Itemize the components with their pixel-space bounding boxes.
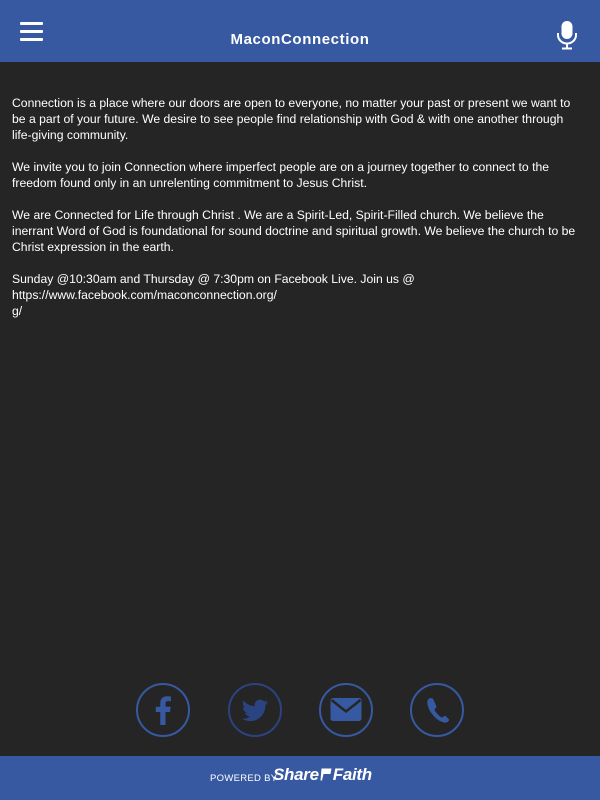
app-title: MaconConnection	[230, 31, 370, 48]
powered-by-label: POWERED BY	[210, 773, 278, 784]
about-paragraph: Connection is a place where our doors are open to everyone, no matter your past or present we want to be a part of your future. We desire to see people find relationship with God & with one another through life-giving community.	[12, 96, 571, 142]
twitter-icon	[230, 685, 280, 735]
email-button[interactable]	[319, 683, 373, 737]
facebook-link-tail: g/	[12, 304, 23, 318]
facebook-button[interactable]	[136, 683, 190, 737]
social-links	[0, 683, 600, 739]
schedule-paragraph	[12, 271, 584, 319]
logo-text-share: Share	[273, 765, 319, 784]
footer-bar	[0, 756, 600, 800]
email-icon	[321, 685, 371, 735]
facebook-link[interactable]: https://www.facebook.com/maconconnection.org/	[12, 288, 277, 302]
top-app-bar	[0, 0, 600, 62]
flag-icon	[320, 768, 332, 781]
phone-button[interactable]	[410, 683, 464, 737]
sharefaith-logo[interactable]	[273, 765, 372, 785]
hamburger-menu-icon	[20, 22, 43, 25]
microphone-icon	[553, 20, 581, 50]
logo-text-faith: Faith	[332, 765, 372, 784]
about-paragraph: We invite you to join Connection where imperfect people are on a journey together to connect to the freedom found only in an unrelenting commitment to Jesus Christ.	[12, 160, 550, 190]
phone-icon	[412, 685, 462, 735]
facebook-icon	[138, 685, 188, 735]
voice-search-button[interactable]	[553, 20, 581, 50]
about-paragraph: We are Connected for Life through Christ . We are a Spirit-Led, Spirit-Filled church. We believe the inerrant Word of God is foundational for sound doctrine and spiritual growth. We believe the church to be Christ expression in the earth.	[12, 208, 576, 254]
about-content	[12, 95, 584, 319]
twitter-button[interactable]	[228, 683, 282, 737]
schedule-text: Sunday @10:30am and Thursday @ 7:30pm on Facebook Live. Join us @	[12, 272, 415, 286]
